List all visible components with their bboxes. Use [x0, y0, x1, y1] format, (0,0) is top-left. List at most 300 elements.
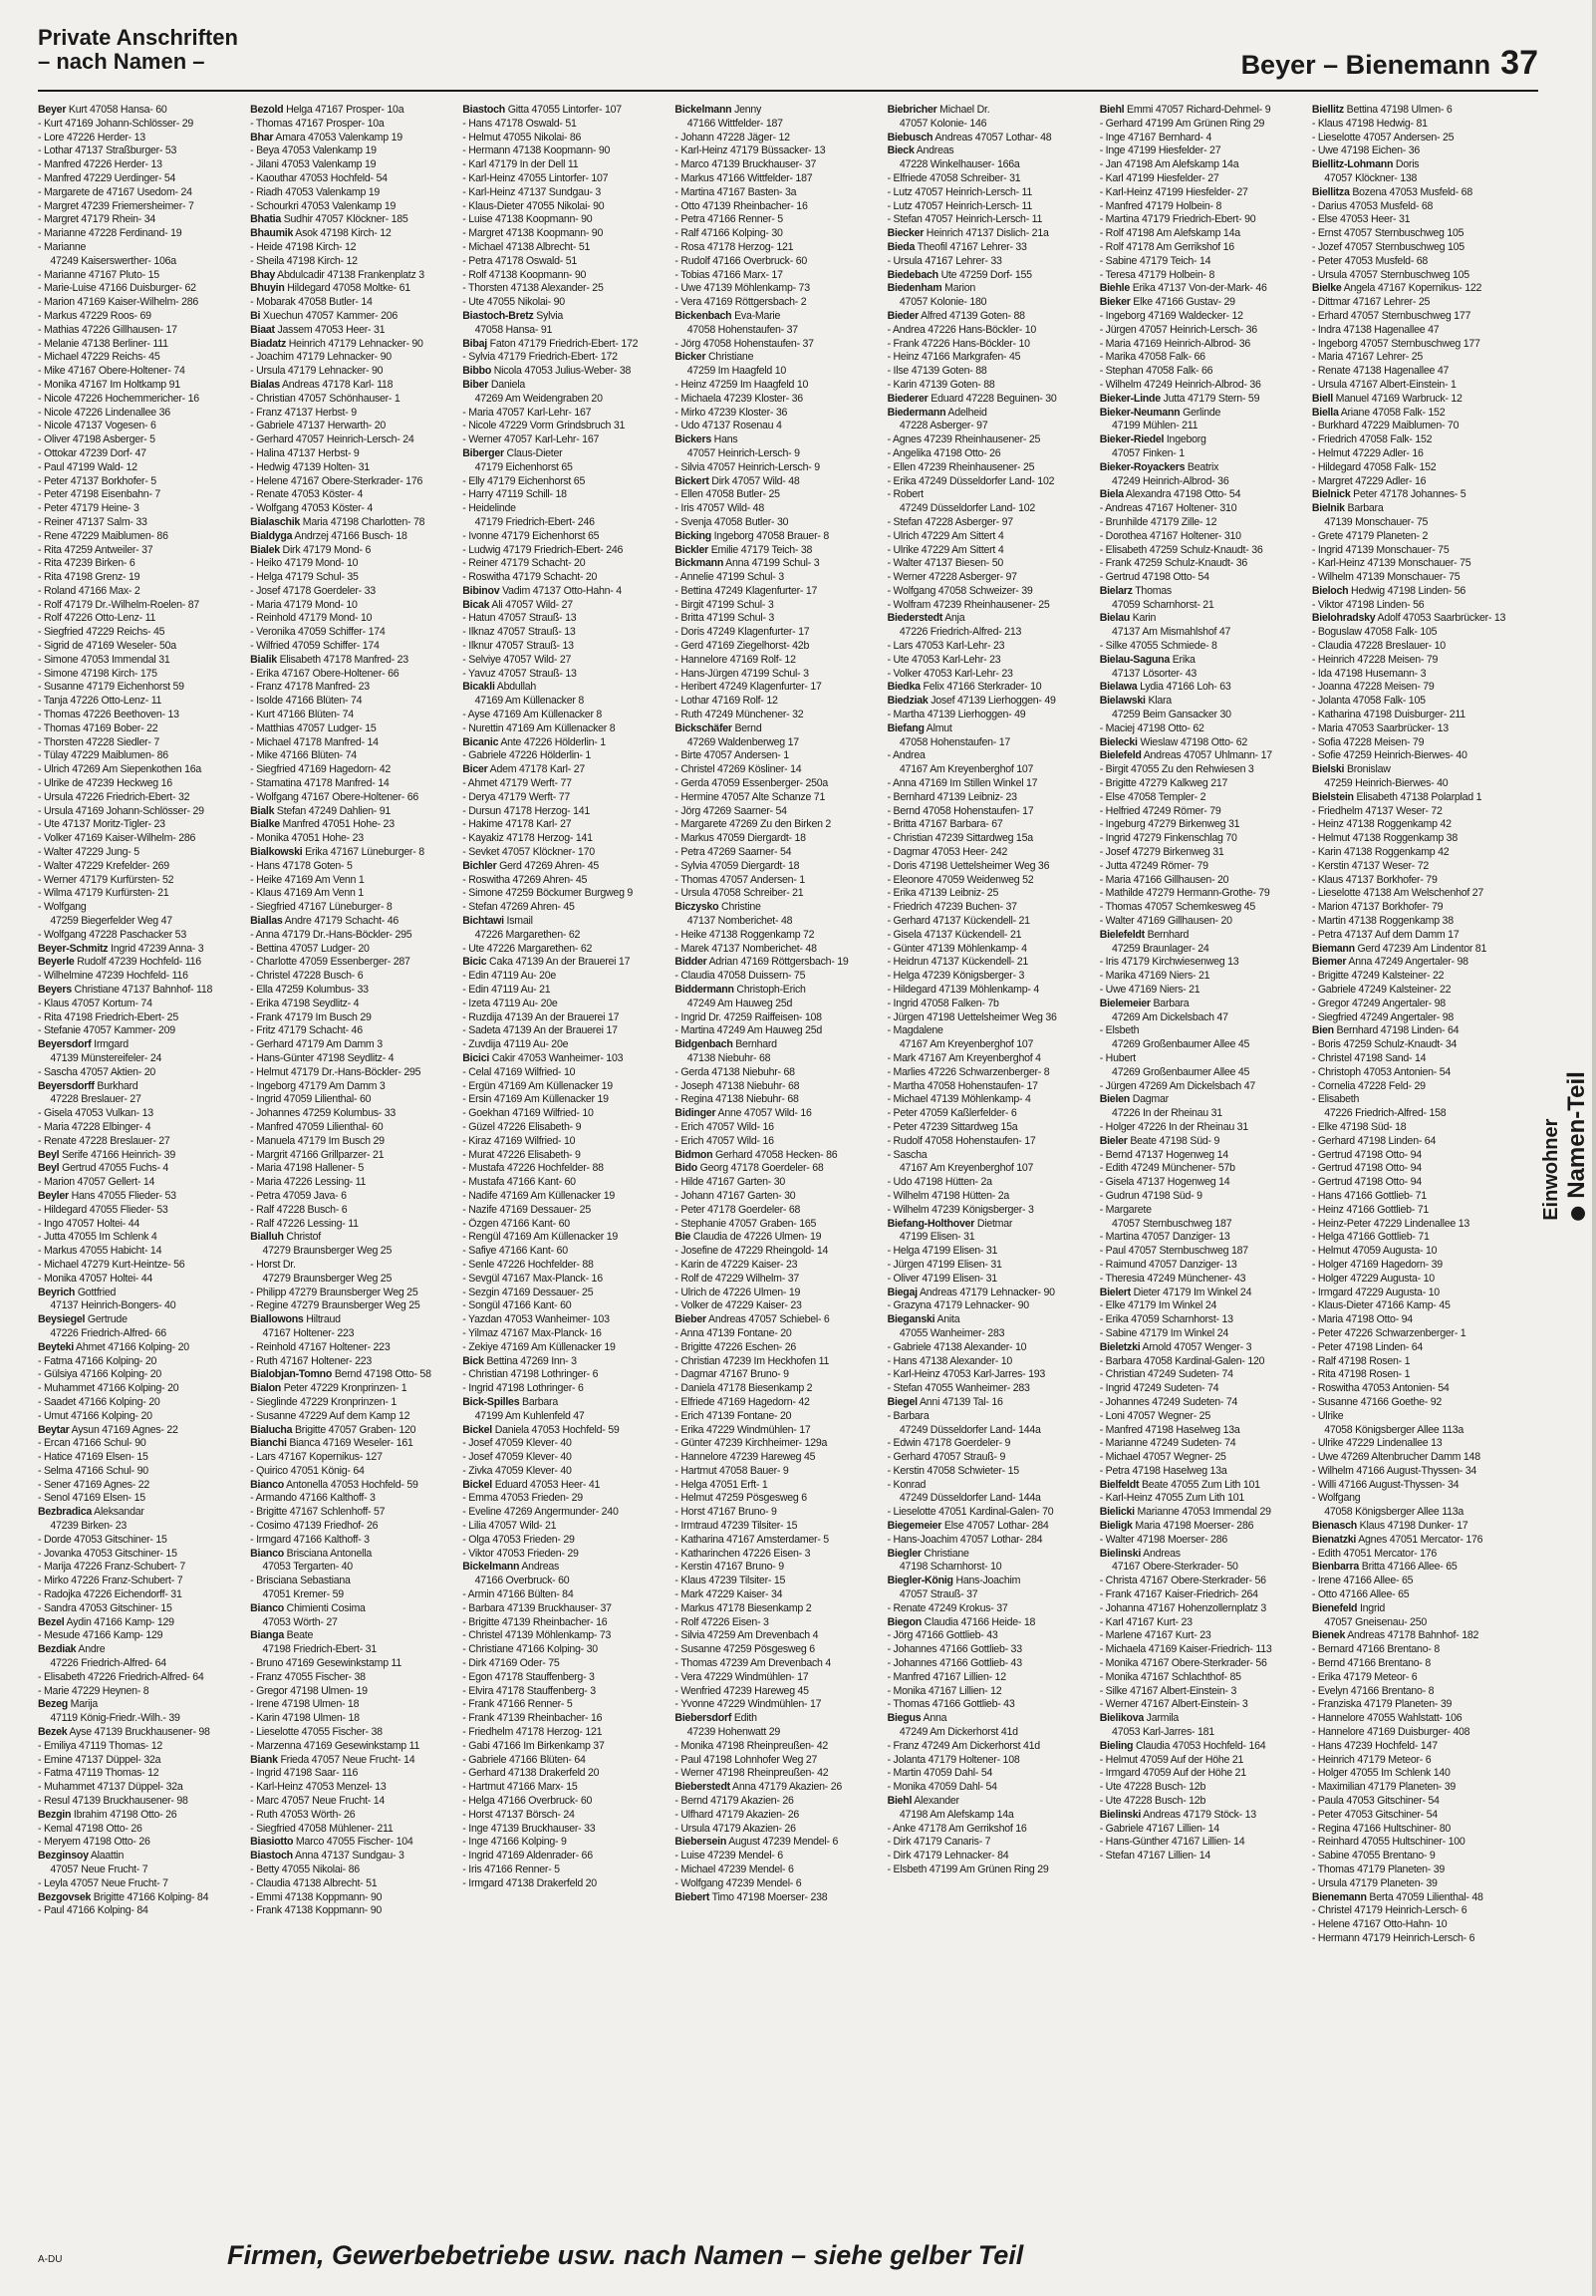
directory-entry: Beysiegel Gertrude	[38, 1313, 128, 1326]
directory-entry: Bianco Chimienti Cosima	[250, 1601, 366, 1614]
surname: Bielfeldt	[1099, 1478, 1140, 1491]
surname: Biedebach	[887, 268, 938, 281]
directory-entry: - Kerstin 47058 Schwieter- 15	[887, 1464, 1019, 1477]
directory-entry: Bickler Emilie 47179 Teich- 38	[674, 543, 813, 556]
surname: Biebersdorf	[674, 1712, 732, 1725]
directory-entry: - Ute 47055 Nikolai- 90	[462, 296, 565, 309]
directory-entry: 47058 Hansa- 91	[464, 323, 553, 336]
directory-entry: 47137 Nomberichet- 48	[676, 915, 793, 928]
directory-entry: Beyersdorf Irmgard	[38, 1038, 129, 1051]
surname: Bielski	[1311, 763, 1345, 776]
directory-entry: - Helga 47166 Overbruck- 60	[462, 1795, 593, 1808]
bullet-icon	[1571, 1207, 1585, 1221]
surname: Biehl	[1099, 104, 1125, 116]
directory-entry: - Johannes 47249 Sudeten- 74	[1099, 1395, 1238, 1408]
directory-entry: 47057 Strauß- 37	[889, 1588, 978, 1601]
directory-entry: 47249 Heinrich-Albrod- 36	[1101, 474, 1229, 487]
directory-entry: 47058 Hohenstaufen- 17	[889, 735, 1011, 748]
directory-entry: - Silvia 47057 Heinrich-Lersch- 9	[674, 460, 820, 473]
directory-entry: - Gerhard 47179 Am Damm 3	[250, 1038, 383, 1051]
directory-entry: - Margret 47229 Adler- 16	[1311, 474, 1427, 487]
directory-entry: - Uwe 47169 Niers- 21	[1099, 984, 1200, 996]
directory-entry: 47053 Karl-Jarres- 181	[1101, 1726, 1214, 1739]
directory-entry: 47198 Am Alefskamp 14a	[889, 1808, 1014, 1821]
directory-entry: Bielarz Thomas	[1099, 584, 1172, 597]
surname: Bielarz	[1099, 584, 1133, 597]
directory-entry: - Uwe 47139 Möhlenkamp- 73	[674, 282, 810, 295]
directory-entry: - Susanne 47229 Auf dem Kamp 12	[250, 1409, 410, 1422]
directory-entry: - Andrea 47226 Hans-Böckler- 10	[887, 323, 1037, 336]
surname: Beyer	[38, 104, 67, 116]
directory-entry: 47055 Wanheimer- 283	[889, 1326, 1005, 1339]
directory-entry: 47051 Kremer- 59	[252, 1588, 344, 1601]
directory-entry: - Inge 47199 Hiesfelder- 27	[1099, 144, 1221, 157]
surname: Bibbo	[462, 365, 492, 378]
directory-entry: Bialk Stefan 47249 Dahlien- 91	[250, 804, 392, 817]
surname: Bickelmann	[462, 1561, 520, 1574]
directory-entry: - Klaus 47169 Am Venn 1	[250, 887, 364, 900]
directory-entry: - Joanna 47228 Meisen- 79	[1311, 681, 1435, 694]
surname: Beytar	[38, 1423, 70, 1436]
surname: Biebert	[674, 1890, 710, 1903]
directory-entry: - Jozef 47057 Sternbuschweg 105	[1311, 240, 1464, 253]
directory-entry: - Rita 47198 Rosen- 1	[1311, 1368, 1411, 1381]
directory-entry: Beyteki Ahmet 47166 Kolping- 20	[38, 1340, 189, 1353]
directory-entry: - Daniela 47178 Biesenkamp 2	[674, 1382, 813, 1395]
directory-entry: - Ergün 47169 Am Küllenacker 19	[462, 1079, 613, 1092]
surname: Biebricher	[887, 104, 937, 116]
directory-entry: - Uwe 47198 Eichen- 36	[1311, 144, 1420, 157]
directory-entry: 47167 Am Kreyenberghof 107	[889, 1162, 1034, 1175]
directory-entry: Bido Georg 47178 Goerdeler- 68	[674, 1162, 824, 1175]
directory-entry: - Karl 47179 In der Dell 11	[462, 158, 579, 171]
directory-entry: Bialon Peter 47229 Kronprinzen- 1	[250, 1382, 407, 1395]
directory-entry: - Petra 47059 Java- 6	[250, 1189, 347, 1202]
surname: Bezgovsek	[38, 1890, 92, 1903]
directory-entry: - Reinhold 47167 Holtener- 223	[250, 1340, 391, 1353]
directory-entry: - Hatun 47057 Strauß- 13	[462, 612, 577, 625]
directory-entry: Biehl Emmi 47057 Richard-Dehmel- 9	[1099, 104, 1271, 116]
directory-entry: Biedenham Marion	[887, 282, 975, 295]
directory-entry: - Günter 47139 Möhlenkamp- 4	[887, 942, 1027, 955]
directory-column-7	[1312, 104, 1514, 2226]
directory-entry: - Gisela 47137 Kückendell- 21	[887, 928, 1022, 941]
surname: Biedenham	[887, 282, 942, 295]
directory-entry: - Regina 47138 Niebuhr- 68	[674, 1093, 799, 1106]
directory-entry: Biederstedt Anja	[887, 612, 965, 625]
directory-entry: - Johannes 47259 Kolumbus- 33	[250, 1107, 397, 1120]
directory-entry: - Marianne 47167 Pluto- 15	[38, 268, 159, 281]
surname: Bieder	[887, 309, 920, 322]
directory-entry: - Gregor 47198 Ulmen- 19	[250, 1684, 368, 1697]
directory-entry: - Ute 47228 Busch- 12b	[1099, 1781, 1206, 1794]
directory-entry: 47053 Tergarten- 40	[252, 1561, 353, 1574]
directory-entry: - Christel 47198 Sand- 14	[1311, 1051, 1427, 1064]
directory-entry: 47057 Sternbuschweg 187	[1101, 1217, 1232, 1230]
directory-entry: - Mathilde 47279 Hermann-Grothe- 79	[1099, 887, 1270, 900]
directory-entry: - Susanne 47166 Goethe- 92	[1311, 1395, 1442, 1408]
directory-entry: - Ellen 47058 Butler- 25	[674, 488, 780, 501]
directory-entry: - Peter 47059 Kaßlerfelder- 6	[887, 1107, 1017, 1120]
directory-entry: - Helene 47167 Obere-Sterkrader- 176	[250, 474, 423, 487]
directory-entry: - Harry 47119 Schill- 18	[462, 488, 567, 501]
directory-entry: Bieletzki Arnold 47057 Wenger- 3	[1099, 1340, 1252, 1353]
directory-entry: - Heike 47169 Am Venn 1	[250, 873, 365, 886]
surname: Biell	[1311, 392, 1333, 405]
directory-entry: - Franz 47137 Herbst- 9	[250, 406, 357, 419]
directory-entry: Bicanic Ante 47226 Hölderlin- 1	[462, 735, 606, 748]
directory-entry: - Manfred 47167 Lillien- 12	[887, 1670, 1006, 1683]
directory-entry: - Lutz 47057 Heinrich-Lersch- 11	[887, 199, 1033, 212]
directory-entry: - Iris 47166 Renner- 5	[462, 1864, 560, 1875]
directory-entry: - Peter 47178 Goerdeler- 68	[674, 1203, 801, 1216]
directory-entry: - Heinz 47166 Gottlieb- 71	[1311, 1203, 1430, 1216]
surname: Bianco	[250, 1547, 284, 1560]
directory-entry: 47269 Am Weidengraben 20	[464, 392, 603, 405]
directory-entry: - Boris 47259 Schulz-Knaudt- 34	[1311, 1038, 1458, 1051]
surname: Biefang	[887, 721, 925, 734]
directory-entry: - Rudolf 47166 Overbruck- 60	[674, 254, 807, 267]
directory-entry: - Rolf 47226 Eisen- 3	[674, 1615, 769, 1628]
directory-entry: - Gertrud 47198 Otto- 54	[1099, 571, 1209, 584]
directory-entry: - Margarete 47269 Zu den Birken 2	[674, 818, 832, 831]
surname: Biela	[1099, 488, 1124, 501]
directory-entry: 47199 Am Kuhlenfeld 47	[464, 1409, 585, 1422]
directory-entry: - Betty 47055 Nikolai- 86	[250, 1864, 360, 1875]
directory-entry: - Teresa 47179 Holbein- 8	[1099, 268, 1215, 281]
directory-entry: - Ingrid 47169 Aldenrader- 66	[462, 1850, 593, 1863]
directory-entry: - Heribert 47249 Klagenfurter- 17	[674, 681, 822, 694]
directory-entry: Bezbradica Aleksandar	[38, 1506, 144, 1519]
surname: Biellitza	[1311, 185, 1350, 198]
directory-entry: Biebricher Michael Dr.	[887, 104, 990, 116]
directory-entry: - Sofia 47228 Meisen- 79	[1311, 735, 1425, 748]
surname: Bickel	[462, 1423, 492, 1436]
directory-entry: - Bernd 47137 Hogenweg 14	[1099, 1148, 1228, 1161]
directory-entry: - Oliver 47199 Elisen- 31	[887, 1272, 997, 1285]
directory-entry: - Ulrike 47229 Am Sittert 4	[887, 543, 1004, 556]
surname: Bienatzki	[1311, 1533, 1357, 1546]
directory-entry: - Monika 47051 Hohe- 23	[250, 832, 364, 845]
directory-entry: - Holger 47055 Im Schlenk 140	[1311, 1767, 1451, 1780]
directory-entry: - Monika 47198 Rheinpreußen- 42	[674, 1739, 829, 1752]
directory-entry: 47239 Hohenwatt 29	[676, 1726, 781, 1739]
directory-entry: 47228 Breslauer- 27	[40, 1093, 141, 1106]
directory-entry: - Selviye 47057 Wild- 27	[462, 653, 572, 666]
directory-entry: - Monika 47167 Im Holtkamp 91	[38, 378, 180, 391]
directory-entry: - Ludwig 47179 Friedrich-Ebert- 246	[462, 543, 624, 556]
directory-entry: - Quirico 47051 König- 64	[250, 1464, 365, 1477]
footer-code: A-DU	[38, 2254, 63, 2265]
directory-entry: - Thomas 47057 Schemkesweg 45	[1099, 901, 1255, 914]
surname: Bezginsoy	[38, 1850, 89, 1863]
directory-entry: - Doris 47249 Klagenfurter- 17	[674, 626, 810, 639]
directory-entry: - Gerhard 47137 Kückendell- 21	[887, 915, 1030, 928]
directory-entry: Biella Ariane 47058 Falk- 152	[1311, 406, 1446, 419]
name-range-text: Beyer – Bienemann	[1240, 50, 1491, 80]
directory-entry: - Klaus-Dieter 47166 Kamp- 45	[1311, 1299, 1451, 1312]
directory-entry: - Sofie 47259 Heinrich-Bierwes- 40	[1311, 749, 1467, 762]
surname: Biemer	[1311, 956, 1347, 969]
surname: Biedziak	[887, 695, 929, 708]
directory-entry: - Heinz 47138 Roggenkamp 42	[1311, 818, 1452, 831]
directory-entry: Biastoch Anna 47137 Sundgau- 3	[250, 1850, 404, 1863]
directory-entry: - Bruno 47169 Gesewinkstamp 11	[250, 1657, 402, 1670]
surname: Bielohradsky	[1311, 612, 1376, 625]
directory-entry: - Muhammet 47166 Kolping- 20	[38, 1382, 179, 1395]
directory-entry: - Edith 47249 Münchener- 57b	[1099, 1162, 1235, 1175]
directory-entry: - Markus 47229 Roos- 69	[38, 309, 151, 322]
directory-entry: - Irmgard 47138 Drakerfeld 20	[462, 1876, 597, 1889]
directory-entry: - Frank 47226 Hans-Böckler- 10	[887, 337, 1030, 350]
directory-entry: 47166 Overbruck- 60	[464, 1575, 570, 1587]
directory-entry: - Karl-Heinz 47199 Hiesfelder- 27	[1099, 185, 1248, 198]
directory-entry: - Gerhard 47199 Am Grünen Ring 29	[1099, 117, 1265, 130]
directory-entry: - Roswitha 47269 Ahren- 45	[462, 873, 588, 886]
directory-entry: - Gabriele 47138 Alexander- 10	[887, 1340, 1027, 1353]
surname: Bhatia	[250, 213, 282, 226]
directory-entry: - Ulrich 47269 Am Siepenkothen 16a	[38, 763, 202, 776]
directory-column-1	[38, 104, 240, 2226]
directory-entry: - Emiliya 47119 Thomas- 12	[38, 1739, 163, 1752]
surname: Bieletzki	[1099, 1340, 1141, 1353]
surname: Bielnik	[1311, 502, 1345, 515]
directory-entry: 47139 Münstereifeler- 24	[40, 1051, 162, 1064]
directory-entry: - Irmgard 47166 Kalthoff- 3	[250, 1533, 370, 1546]
directory-entry: - Wolfgang 47239 Mendel- 6	[674, 1876, 802, 1889]
directory-entry: 47138 Niebuhr- 68	[676, 1051, 771, 1064]
directory-entry: - Kaouthar 47053 Hochfeld- 54	[250, 171, 388, 184]
surname: Bialucha	[250, 1423, 293, 1436]
surname: Bieker-Linde	[1099, 392, 1161, 405]
directory-entry: - Gerhard 47138 Drakerfeld 20	[462, 1767, 600, 1780]
directory-entry: - Hans 47239 Hochfeld- 147	[1311, 1739, 1438, 1752]
directory-entry: - Friedrich 47058 Falk- 152	[1311, 433, 1433, 446]
directory-entry: - Josef 47279 Birkenweg 31	[1099, 846, 1224, 859]
directory-entry: - Maria 47228 Elbinger- 4	[38, 1120, 151, 1133]
directory-entry: - Umut 47166 Kolping- 20	[38, 1409, 152, 1422]
directory-entry: - Raimund 47057 Danziger- 13	[1099, 1258, 1237, 1271]
surname: Biastoch	[250, 1850, 293, 1863]
surname: Biank	[250, 1753, 278, 1766]
directory-entry: - Karl-Heinz 47053 Karl-Jarres- 193	[887, 1368, 1046, 1381]
surname: Biegus	[887, 1712, 922, 1725]
directory-entry: - Gabriele 47249 Kalsteiner- 22	[1311, 984, 1452, 996]
directory-entry: - Peter 47053 Musfeld- 68	[1311, 254, 1429, 267]
directory-entry: - Helga 47051 Erft- 1	[674, 1478, 768, 1491]
directory-entry: - Rita 47198 Grenz- 19	[38, 571, 140, 584]
directory-entry: - Maria 47167 Lehrer- 25	[1311, 351, 1424, 364]
directory-entry: - Wilhelmine 47239 Hochfeld- 116	[38, 970, 188, 983]
directory-entry: - Ingrid 47059 Lilienthal- 60	[250, 1093, 372, 1106]
surname: Bicak	[462, 598, 490, 611]
directory-entry: - Darius 47053 Musfeld- 68	[1311, 199, 1434, 212]
directory-entry: - Wolfgang 47167 Obere-Holtener- 66	[250, 790, 419, 803]
directory-entry: - Barbara	[887, 1409, 930, 1422]
surname: Bickel	[462, 1478, 492, 1491]
directory-entry: - Walter 47229 Jung- 5	[38, 846, 139, 859]
directory-entry: 47226 In der Rheinau 31	[1101, 1107, 1222, 1120]
directory-entry: - Hatice 47169 Elsen- 15	[38, 1451, 148, 1464]
directory-entry: Bhay Abdulcadir 47138 Frankenplatz 3	[250, 268, 424, 281]
directory-entry: - Elisabeth 47259 Schulz-Knaudt- 36	[1099, 543, 1263, 556]
directory-entry: 47137 Heinrich-Bongers- 40	[40, 1299, 176, 1312]
directory-entry: - Grazyna 47179 Lehnacker- 90	[887, 1299, 1029, 1312]
directory-entry: Bienek Andreas 47178 Bahnhof- 182	[1311, 1629, 1479, 1642]
directory-entry: - Gregor 47249 Angertaler- 98	[1311, 997, 1446, 1009]
directory-entry: - Edith 47051 Mercator- 176	[1311, 1547, 1437, 1560]
directory-entry: - Matthias 47057 Ludger- 15	[250, 721, 377, 734]
directory-entry: - Ingrid 47058 Falken- 7b	[887, 997, 999, 1009]
directory-entry: Beyersdorff Burkhard	[38, 1079, 138, 1092]
directory-entry: - Josefine de 47229 Rheingold- 14	[674, 1245, 829, 1258]
directory-entry: Bicker Christiane	[674, 351, 754, 364]
directory-entry: - Sheila 47198 Kirch- 12	[250, 254, 358, 267]
directory-entry: - Hildegard 47058 Falk- 152	[1311, 460, 1437, 473]
surname: Bielert	[1099, 1286, 1131, 1298]
surname: Bieganski	[887, 1313, 935, 1326]
directory-entry: - Halina 47137 Herbst- 9	[250, 446, 360, 459]
surname: Bieler	[1099, 1134, 1128, 1147]
directory-entry: - Elvira 47178 Stauffenberg- 3	[462, 1684, 596, 1697]
directory-entry: - Stefan 47057 Heinrich-Lersch- 11	[887, 213, 1043, 226]
directory-entry: - Erhard 47057 Sternbuschweg 177	[1311, 309, 1471, 322]
directory-entry: - Nadife 47169 Am Küllenacker 19	[462, 1189, 616, 1202]
directory-entry: - Nicole 47229 Vorm Grindsbruch 31	[462, 420, 626, 432]
directory-entry: - Indra 47138 Hagenallee 47	[1311, 323, 1440, 336]
directory-entry: - Hilde 47167 Garten- 30	[674, 1176, 786, 1189]
directory-entry: - Tanja 47226 Otto-Lenz- 11	[38, 695, 162, 708]
directory-entry: - Erich 47057 Wild- 16	[674, 1134, 774, 1147]
directory-entry: - Ulrich de 47226 Ulmen- 19	[674, 1286, 801, 1298]
directory-entry: 47137 Lösorter- 43	[1101, 667, 1197, 680]
directory-entry: - Martha 47058 Hohenstaufen- 17	[887, 1079, 1038, 1092]
directory-entry: Biedka Felix 47166 Sterkrader- 10	[887, 681, 1042, 694]
directory-entry: 47053 Wörth- 27	[252, 1615, 338, 1628]
directory-entry: - Stephanie 47057 Graben- 165	[674, 1217, 817, 1230]
directory-entry: - Gerhard 47057 Strauß- 9	[887, 1451, 1006, 1464]
directory-entry: - Mathias 47226 Gillhausen- 17	[38, 323, 177, 336]
directory-entry: Bielau-Saguna Erika	[1099, 653, 1196, 666]
directory-entry: Bicak Ali 47057 Wild- 27	[462, 598, 573, 611]
directory-entry: - Erich 47057 Wild- 16	[674, 1120, 774, 1133]
directory-entry: 47167 Am Kreyenberghof 107	[889, 1038, 1034, 1051]
directory-entry: - Ivonne 47179 Eichenhorst 65	[462, 529, 600, 542]
directory-entry: - Michael 47239 Mendel- 6	[674, 1864, 794, 1875]
directory-entry: - Kerstin 47137 Weser- 72	[1311, 859, 1430, 872]
directory-entry: Beyers Christiane 47137 Bahnhof- 118	[38, 984, 213, 996]
directory-entry: - Doris 47198 Uettelsheimer Weg 36	[887, 859, 1050, 872]
directory-entry: Bielikova Jarmila	[1099, 1712, 1180, 1725]
directory-entry: - Gülsiya 47166 Kolping- 20	[38, 1368, 161, 1381]
directory-entry: - Peter 47198 Eisenbahn- 7	[38, 488, 161, 501]
surname: Bezel	[38, 1615, 65, 1628]
surname: Biellitz-Lohmann	[1311, 158, 1394, 171]
directory-entry: Biberger Claus-Dieter	[462, 446, 563, 459]
directory-entry: - Angelika 47198 Otto- 26	[887, 446, 1001, 459]
directory-entry: - Ulrike	[1311, 1409, 1344, 1422]
directory-entry: Beyer Kurt 47058 Hansa- 60	[38, 104, 167, 116]
directory-entry: Biedziak Josef 47139 Lierhoggen- 49	[887, 695, 1056, 708]
directory-entry: - Gabi 47166 Im Birkenkamp 37	[462, 1739, 605, 1752]
directory-entry: - Stefanie 47057 Kammer- 209	[38, 1024, 175, 1037]
directory-entry: - Marion 47169 Kaiser-Wilhelm- 286	[38, 296, 199, 309]
directory-entry: - Cornelia 47228 Feld- 29	[1311, 1079, 1426, 1092]
directory-entry: - Hannelore 47169 Duisburger- 408	[1311, 1726, 1470, 1739]
directory-entry: - Ercan 47166 Schul- 90	[38, 1437, 146, 1450]
directory-entry: Bieloch Hedwig 47198 Linden- 56	[1311, 584, 1466, 597]
directory-entry: Bielnik Barbara	[1311, 502, 1384, 515]
directory-entry: Biegel Anni 47139 Tal- 16	[887, 1395, 1003, 1408]
directory-entry: Biell Manuel 47169 Warbruck- 12	[1311, 392, 1463, 405]
surname: Bicic	[462, 956, 487, 969]
directory-entry: - Jörg 47269 Saarner- 54	[674, 804, 787, 817]
directory-entry: - Holger 47229 Augusta- 10	[1311, 1272, 1435, 1285]
directory-entry: - Manuela 47179 Im Busch 29	[250, 1134, 385, 1147]
surname: Bien	[1311, 1024, 1334, 1037]
directory-entry: - Gerhard 47198 Linden- 64	[1311, 1134, 1437, 1147]
directory-entry: - Franz 47055 Fischer- 38	[250, 1670, 366, 1683]
directory-entry: - Ingeborg 47057 Sternbuschweg 177	[1311, 337, 1480, 350]
directory-entry: - Frank 47139 Rheinbacher- 16	[462, 1712, 603, 1725]
directory-entry: - Hans 47138 Alexander- 10	[887, 1354, 1012, 1367]
surname: Biegler	[887, 1547, 922, 1560]
directory-entry: - Jan 47198 Am Alefskamp 14a	[1099, 158, 1239, 171]
directory-entry: Bhaumik Asok 47198 Kirch- 12	[250, 227, 392, 240]
directory-entry: - Martina 47167 Basten- 3a	[674, 185, 797, 198]
directory-entry: - Ursula 47169 Johann-Schlösser- 29	[38, 804, 204, 817]
directory-entry: - Ingeborg 47169 Waldecker- 12	[1099, 309, 1243, 322]
directory-entry: - Eveline 47269 Angermunder- 240	[462, 1506, 619, 1519]
directory-columns	[38, 104, 1514, 2226]
directory-entry: - Markus 47055 Habicht- 14	[38, 1245, 162, 1258]
directory-entry: - Hans-Günter 47198 Seydlitz- 4	[250, 1051, 395, 1064]
surname: Bielke	[1311, 282, 1342, 295]
directory-entry: - Josef 47059 Klever- 40	[462, 1437, 572, 1450]
directory-entry: - Rolf 47179 Dr.-Wilhelm-Roelen- 87	[38, 598, 199, 611]
directory-entry: - Rudolf 47058 Hohenstaufen- 17	[887, 1134, 1036, 1147]
directory-entry: - Manfred 47229 Uerdinger- 54	[38, 171, 176, 184]
directory-entry: 47259 Beim Gansacker 30	[1101, 709, 1231, 721]
directory-entry: - Iris 47179 Kirchwiesenweg 13	[1099, 956, 1239, 969]
directory-entry: Biehl Alexander	[887, 1795, 959, 1808]
directory-entry: - Siegfried 47167 Lüneburger- 8	[250, 901, 393, 914]
directory-entry: Bielke Angela 47167 Kopernikus- 122	[1311, 282, 1482, 295]
directory-entry: - Helmut 47229 Adler- 16	[1311, 446, 1424, 459]
directory-entry: - Jürgen 47198 Uettelsheimer Weg 36	[887, 1010, 1057, 1023]
directory-entry: - Reiner 47179 Schacht- 20	[462, 557, 586, 570]
surname: Bickert	[674, 474, 709, 487]
surname: Bieck	[887, 144, 915, 157]
directory-entry: - Else 47053 Heer- 31	[1311, 213, 1411, 226]
surname: Beyers	[38, 984, 72, 996]
directory-entry: Bicer Adem 47178 Karl- 27	[462, 763, 586, 776]
directory-entry: - Ute 47053 Karl-Lehr- 23	[887, 653, 1001, 666]
directory-entry: - Hannelore 47169 Rolf- 12	[674, 653, 796, 666]
directory-entry: - Helfried 47249 Römer- 79	[1099, 804, 1221, 817]
directory-entry: - Renate 47228 Breslauer- 27	[38, 1134, 170, 1147]
surname: Bichtawi	[462, 915, 504, 928]
directory-entry: - Mark 47229 Kaiser- 34	[674, 1588, 783, 1601]
directory-entry: - Hannelore 47055 Wahlstatt- 106	[1311, 1712, 1463, 1725]
directory-entry: - Mike 47166 Blüten- 74	[250, 749, 357, 762]
directory-entry: Bieler Beate 47198 Süd- 9	[1099, 1134, 1220, 1147]
directory-entry: - Stefan 47269 Ahren- 45	[462, 901, 575, 914]
directory-entry: - Ingrid 47279 Finkenschlag 70	[1099, 832, 1237, 845]
directory-entry: - Johannes 47166 Gottlieb- 43	[887, 1657, 1022, 1670]
directory-entry: - Jutta 47249 Römer- 79	[1099, 859, 1208, 872]
directory-entry: - Dirk 47169 Oder- 75	[462, 1657, 560, 1670]
